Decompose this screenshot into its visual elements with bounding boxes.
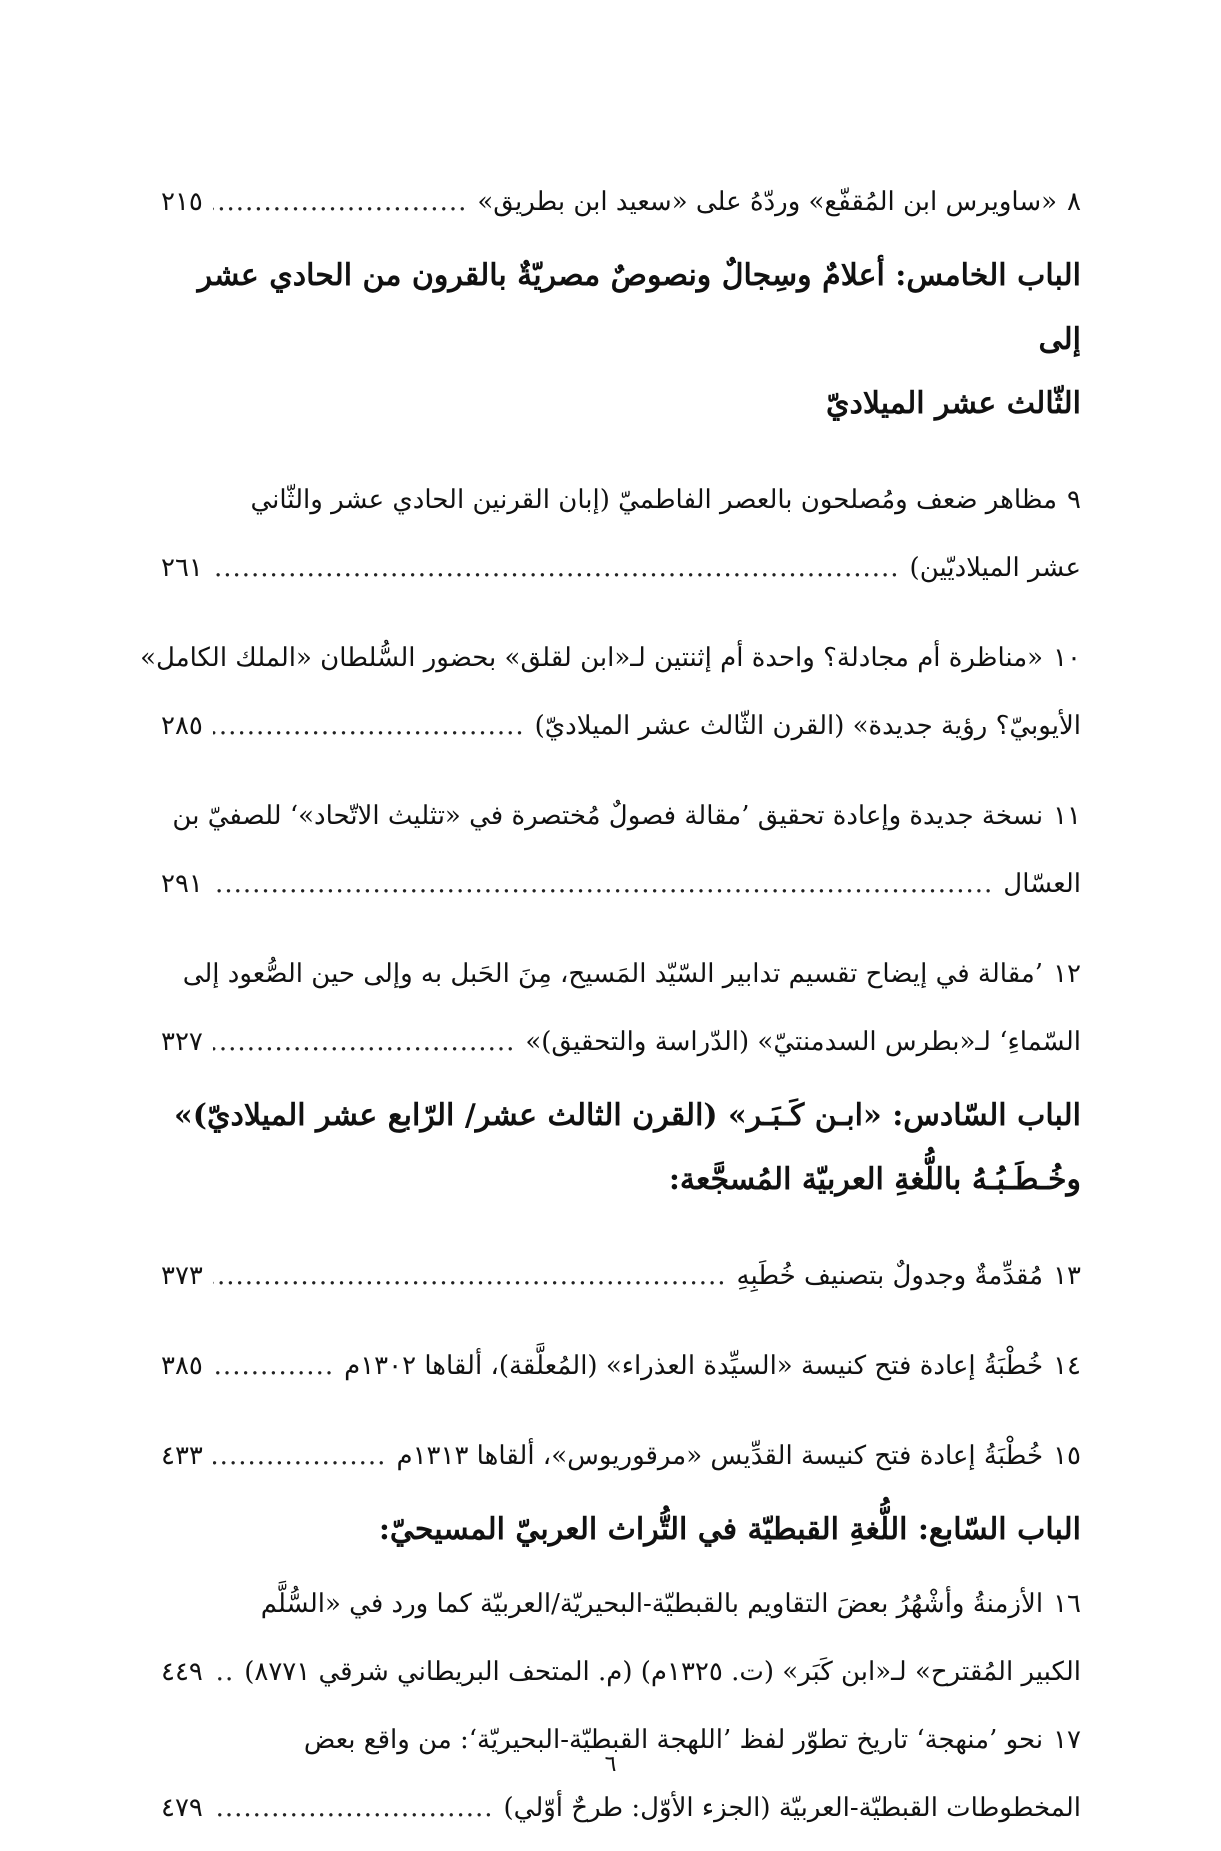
page-number: ٢٨٥: [161, 711, 203, 741]
chapter-title-line: وخُـطَـبُـهُ باللُّغةِ العربيّة المُسجَّعة:: [668, 1162, 1081, 1197]
entry-title: خُطْبَةُ إعادة فتح كنيسة القدِّيس «مرقوريوس»، ألقاها ١٣١٣م: [396, 1441, 1044, 1471]
entry-title: مظاهر ضعف ومُصلحون بالعصر الفاطميّ (إبان القرنين الحادي عشر والثّاني: [250, 485, 1058, 515]
entry-title: مُقدِّمةٌ وجدولٌ بتصنيف خُطَبِهِ: [736, 1261, 1044, 1291]
dot-leader: [213, 1638, 234, 1706]
table-of-contents: [140, 168, 1081, 1842]
toc-entry-13: [161, 1242, 1081, 1310]
page-number: ٣٨٥: [161, 1351, 203, 1381]
entry-number: ١٦: [1053, 1589, 1081, 1619]
toc-entry-16: [161, 1570, 1081, 1706]
chapter-title-line: الثّالث عشر الميلاديّ: [826, 386, 1081, 421]
page-number: ٢١٥: [161, 187, 203, 217]
dot-leader: [213, 1774, 494, 1842]
dot-leader: [213, 534, 900, 602]
chapter-heading-7: [161, 1498, 1081, 1562]
page-number: ٤٧٩: [161, 1793, 203, 1823]
page-number: ٣٧٣: [161, 1261, 203, 1291]
entry-number: ١٣: [1053, 1261, 1081, 1291]
entry-title: «ساويرس ابن المُقفّع» وردّهُ على «سعيد ابن بطريق»: [477, 187, 1058, 217]
entry-title-cont: المخطوطات القبطيّة-العربيّة (الجزء الأوّل: طرحٌ أوّلي): [503, 1793, 1081, 1823]
entry-title-cont: السّماءِ‘ لـ«بطرس السدمنتيّ» (الدّراسة والتحقيق)»: [525, 1027, 1081, 1057]
entry-title-cont: عشر الميلاديّين): [909, 553, 1081, 583]
entry-title: الأزمنةُ وأشْهُرُ بعضَ التقاويم بالقبطيّة-البحيريّة/العربيّة كما ورد في «السُّلَّم: [260, 1589, 1044, 1619]
entry-title: ’مقالة في إيضاح تقسيم تدابير السّيّد المَسيح، مِنَ الحَبل به وإلى حين الصُّعود إلى: [182, 959, 1044, 989]
entry-number: ١٢: [1053, 959, 1081, 989]
dot-leader: [213, 1422, 387, 1490]
dot-leader: [213, 1242, 727, 1310]
entry-title-cont: العسّال: [1003, 869, 1081, 899]
chapter-title-line: الباب السّابع: اللُّغةِ القبطيّة في التُّراث العربيّ المسيحيّ:: [378, 1512, 1081, 1547]
toc-entry-12: [161, 940, 1081, 1076]
toc-entry-11: [161, 782, 1081, 918]
chapter-title-line: الباب السّادس: «ابـن كَـبَـر» (القرن الثالث عشر/ الرّابع عشر الميلاديّ)»: [174, 1098, 1081, 1133]
page-number: ٢٩١: [161, 869, 203, 899]
toc-entry-8: [161, 168, 1081, 236]
dot-leader: [213, 692, 525, 760]
toc-entry-9: [161, 466, 1081, 602]
page-number: ٢٦١: [161, 553, 203, 583]
entry-number: ٨: [1067, 187, 1081, 217]
chapter-heading-6: [161, 1084, 1081, 1212]
dot-leader: [213, 168, 467, 236]
toc-entry-14: [161, 1332, 1081, 1400]
entry-title: «مناظرة أم مجادلة؟ واحدة أم إثنتين لـ«ابن لقلق» بحضور السُّلطان «الملك الكامل»: [140, 643, 1044, 673]
dot-leader: [213, 850, 993, 918]
entry-title-cont: الكبير المُقترح» لـ«ابن كَبَر» (ت. ١٣٢٥م) (م. المتحف البريطاني شرقي ٨٧٧١): [244, 1657, 1081, 1687]
chapter-title-line: الباب الخامس: أعلامٌ وسِجالٌ ونصوصٌ مصريّةٌ بالقرون من الحادي عشر إلى: [197, 258, 1081, 357]
entry-number: ١٥: [1053, 1441, 1081, 1471]
entry-number: ٩: [1067, 485, 1081, 515]
entry-number: ١١: [1053, 801, 1081, 831]
entry-number: ١٤: [1053, 1351, 1081, 1381]
page-folio-number: ٦: [604, 1752, 617, 1777]
entry-number: ١٠: [1053, 643, 1081, 673]
page-number: ٣٢٧: [161, 1027, 203, 1057]
toc-entry-10: [140, 624, 1081, 760]
entry-title: خُطْبَةُ إعادة فتح كنيسة «السيِّدة العذراء» (المُعلَّقة)، ألقاها ١٣٠٢م: [344, 1351, 1044, 1381]
entry-number: ١٧: [1053, 1725, 1081, 1755]
entry-title: نسخة جديدة وإعادة تحقيق ’مقالة فصولٌ مُختصرة في «تثليث الاتّحاد»‘ للصفيّ بن: [172, 801, 1044, 831]
page-number: ٤٣٣: [161, 1441, 203, 1471]
entry-title-cont: الأيوبيّ؟ رؤية جديدة» (القرن الثّالث عشر الميلاديّ): [534, 711, 1081, 741]
toc-entry-15: [161, 1422, 1081, 1490]
page-number: ٤٤٩: [161, 1657, 203, 1687]
dot-leader: [213, 1008, 515, 1076]
dot-leader: [213, 1332, 334, 1400]
entry-title: نحو ’منهجة‘ تاريخ تطوّر لفظ ’اللهجة القبطيّة-البحيريّة‘: من واقع بعض: [303, 1725, 1044, 1755]
chapter-heading-5: [161, 244, 1081, 436]
